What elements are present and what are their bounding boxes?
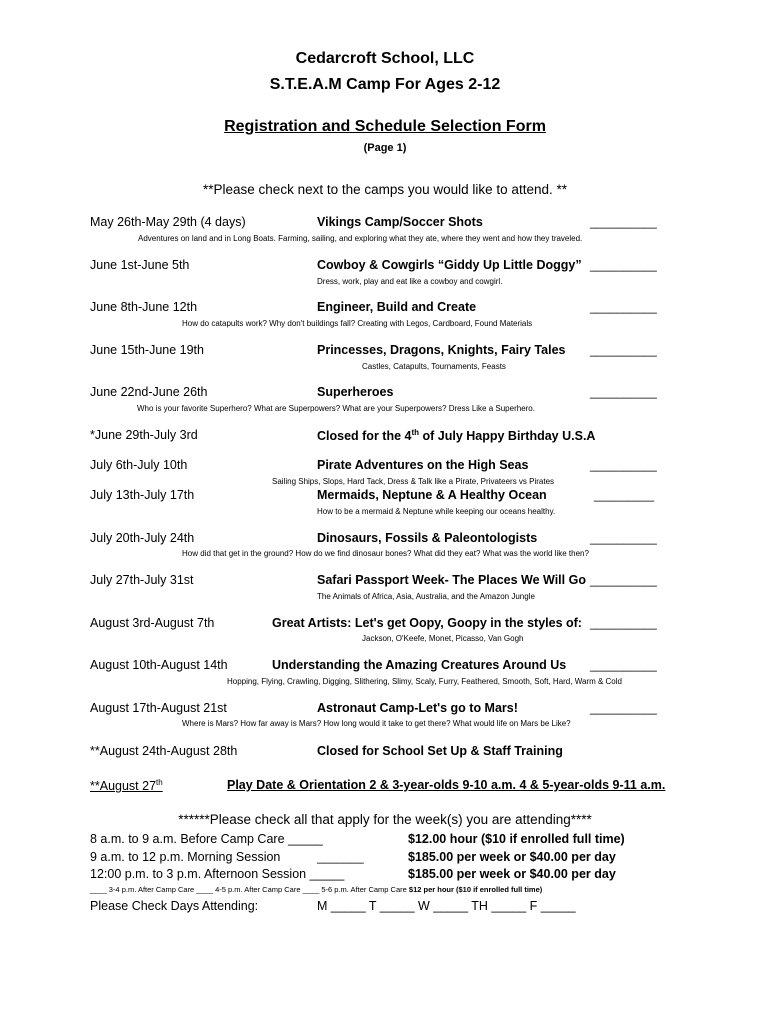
camp-date: August 3rd-August 7th [90,616,215,630]
camp-title: Safari Passport Week- The Places We Will Go [317,573,586,587]
camp-title: Engineer, Build and Create [317,300,477,314]
camp-description: How to be a mermaid & Neptune while keeping our oceans healthy. [317,507,556,516]
camp-date: June 15th-June 19th [90,343,204,357]
orientation-date: **August 27th [90,778,163,794]
before-care-option[interactable]: 8 a.m. to 9 a.m. Before Camp Care _____ [90,832,323,846]
closed-notice: Closed for School Set Up & Staff Training [317,744,563,758]
camp-date: August 17th-August 21st [90,701,227,715]
camp-check-blank[interactable]: __________ [590,258,657,272]
camp-check-blank[interactable]: __________ [590,701,657,715]
camp-date: June 8th-June 12th [90,300,198,314]
camp-date: *June 29th-July 3rd [90,428,198,442]
camp-title: Cowboy & Cowgirls “Giddy Up Little Doggy” [317,258,582,272]
days-checklist[interactable]: M _____ T _____ W _____ TH _____ F _____ [317,899,576,913]
camp-check-blank[interactable]: __________ [590,573,657,587]
afternoon-session-price: $185.00 per week or $40.00 per day [408,867,616,881]
camp-title: Dinosaurs, Fossils & Paleontologists [317,531,538,545]
camp-description: How do catapults work? Why don't buildings fall? Creating with Legos, Cardboard, Found Materials [182,319,533,328]
camp-description: Who is your favorite Superhero? What are Superpowers? What are your Superpowers? Dress Like a Superhero. [137,404,535,413]
orientation-text: Play Date & Orientation 2 & 3-year-olds 9-10 a.m. 4 & 5-year-olds 9-11 a.m. [227,778,666,792]
camp-title: Princesses, Dragons, Knights, Fairy Tales [317,343,566,357]
morning-session-blank[interactable]: _______ [317,850,364,864]
camp-check-blank[interactable]: __________ [590,343,657,357]
form-title: Registration and Schedule Selection Form [224,118,546,135]
camp-date: **August 24th-August 28th [90,744,238,758]
camp-title: Vikings Camp/Soccer Shots [317,215,483,229]
camp-check-blank[interactable]: __________ [590,531,657,545]
camp-check-blank[interactable]: __________ [590,300,657,314]
after-care-options[interactable]: ____ 3-4 p.m. After Camp Care ____ 4-5 p.m. After Camp Care ____ 5-6 p.m. After Camp Care $12 per hour ($10 if enrolled full time) [90,885,543,894]
camp-date: July 13th-July 17th [90,488,195,502]
camp-date: May 26th-May 29th (4 days) [90,215,246,229]
camp-check-blank[interactable]: __________ [590,458,657,472]
camp-date: July 6th-July 10th [90,458,188,472]
morning-session-price: $185.00 per week or $40.00 per day [408,850,616,864]
before-care-price: $12.00 hour ($10 if enrolled full time) [408,832,625,846]
page-number: (Page 1) [363,142,407,154]
camp-date: June 22nd-June 26th [90,385,208,399]
camp-description: Dress, work, play and eat like a cowboy and cowgirl. [317,277,503,286]
camp-title: Understanding the Amazing Creatures Around Us [272,658,567,672]
camp-description: Adventures on land and in Long Boats. Farming, sailing, and exploring what they ate, where they went and how they traveled. [138,234,583,243]
camp-description: How did that get in the ground? How do we find dinosaur bones? What did they eat? What was the world like then? [182,549,589,558]
school-name: Cedarcroft School, LLC [295,50,475,67]
days-label: Please Check Days Attending: [90,899,259,913]
camp-title: S.T.E.A.M Camp For Ages 2-12 [269,76,501,93]
camp-description: Castles, Catapults, Tournaments, Feasts [362,362,506,371]
camp-date: July 20th-July 24th [90,531,195,545]
camp-title: Mermaids, Neptune & A Healthy Ocean [317,488,547,502]
camp-description: Where is Mars? How far away is Mars? How long would it take to get there? What would life on Mars be Like? [182,719,571,728]
camp-date: August 10th-August 14th [90,658,228,672]
camp-title: Pirate Adventures on the High Seas [317,458,529,472]
camp-description: The Animals of Africa, Asia, Australia, and the Amazon Jungle [317,592,535,601]
camp-description: Jackson, O'Keefe, Monet, Picasso, Van Gogh [362,634,524,643]
camp-check-blank[interactable]: __________ [590,215,657,229]
camp-date: July 27th-July 31st [90,573,194,587]
camp-check-blank[interactable]: __________ [590,385,657,399]
camp-title: Astronaut Camp-Let's go to Mars! [317,701,518,715]
camp-description: Hopping, Flying, Crawling, Digging, Slithering, Slimy, Scaly, Furry, Feathered, Smooth, Soft, Hard, Warm & Cold [227,677,622,686]
closed-notice: Closed for the 4th of July Happy Birthday U.S.A [317,428,596,444]
camp-check-blank[interactable]: __________ [590,616,657,630]
attendance-heading: ******Please check all that apply for the week(s) you are attending**** [178,812,592,827]
morning-session-option[interactable]: 9 a.m. to 12 p.m. Morning Session [90,850,281,864]
instruction-text: **Please check next to the camps you would like to attend. ** [203,182,567,197]
camp-check-blank[interactable]: _________ [594,488,655,502]
camp-date: June 1st-June 5th [90,258,190,272]
afternoon-session-option[interactable]: 12:00 p.m. to 3 p.m. Afternoon Session _____ [90,867,345,881]
camp-title: Superheroes [317,385,394,399]
camp-description: Sailing Ships, Slops, Hard Tack, Dress & Talk like a Pirate, Privateers vs Pirates [272,477,555,486]
camp-check-blank[interactable]: __________ [590,658,657,672]
camp-title: Great Artists: Let's get Oopy, Goopy in the styles of: [272,616,582,630]
